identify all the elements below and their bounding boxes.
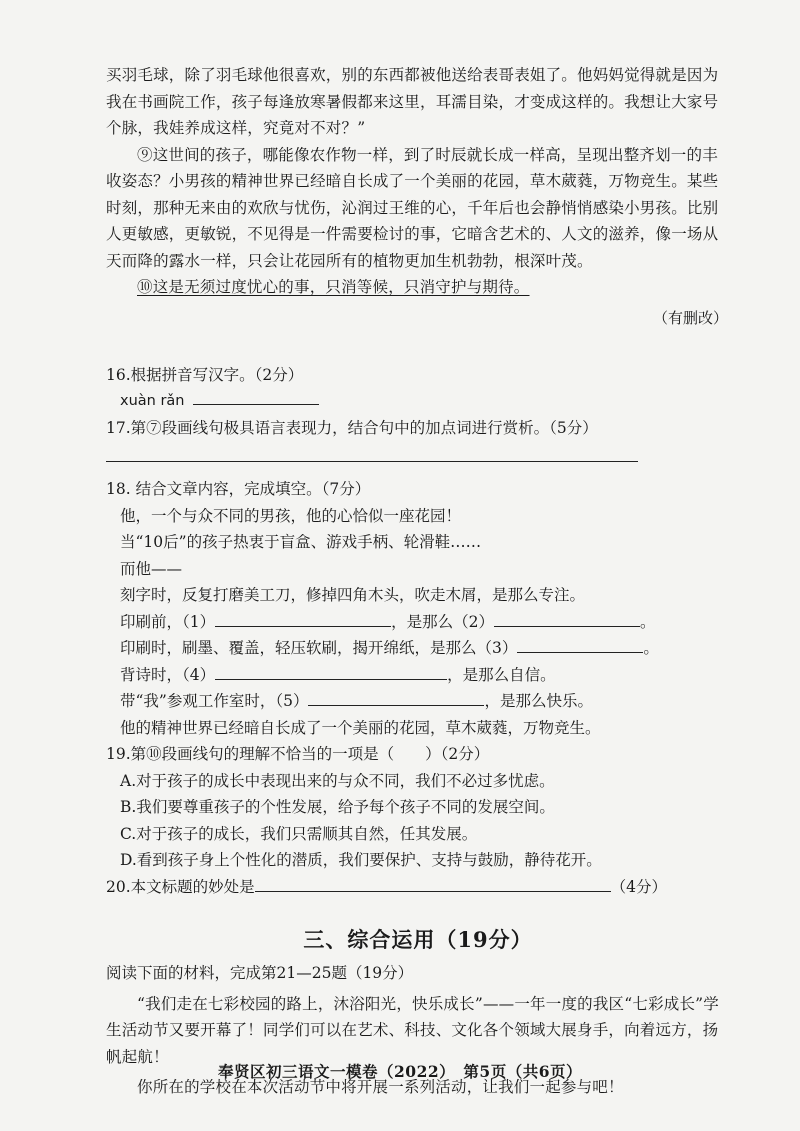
q18-line-7-part-b: ，是那么自信。	[447, 665, 556, 684]
question-16	[106, 362, 730, 415]
question-19-title: 19.第⑩段画线句的理解不恰当的一项是（ ）（2分）	[106, 745, 490, 763]
q18-line-9: 他的精神世界已经暗自长成了一个美丽的花园，草木葳蕤，万物竞生。	[120, 718, 601, 737]
section-3-intro: 阅读下面的材料，完成第21—25题（19分）	[106, 964, 414, 982]
question-18-title: 18. 结合文章内容，完成填空。（7分）	[106, 480, 371, 498]
section-3-paragraph-2: 你所在的学校在本次活动节中将开展一系列活动，让我们一起参与吧！	[137, 1078, 624, 1096]
q18-line-5-part-a: 印刷前，（1）	[120, 612, 216, 631]
pinyin-row	[106, 388, 730, 415]
q18-line-7-part-a: 背诗时，（4）	[120, 665, 216, 684]
answer-blank-18-4[interactable]	[215, 663, 447, 680]
q18-line-1: 他，一个与众不同的男孩，他的心恰似一座花园！	[120, 506, 462, 525]
option-b[interactable]: B.我们要尊重孩子的个性发展，给予每个孩子不同的发展空间。	[120, 798, 555, 816]
q18-line-8	[106, 688, 730, 715]
underlined-sentence: ⑩这是无须过度忧心的事，只消等候，只消守护与期待。	[137, 278, 530, 296]
passage-paragraph-10	[106, 274, 730, 301]
q18-line-6-part-a: 印刷时，刷墨、覆盖，轻压软刷，揭开绵纸，是那么（3）	[120, 639, 518, 657]
page-footer: 奉贤区初三语文一模卷（2022） 第5页（共6页）	[218, 1062, 582, 1081]
section-3-paragraph-1: “我们走在七彩校园的路上，沐浴阳光，快乐成长”——一年一度的我区“七彩成长”学生活动节又要开幕了！同学们可以在艺术、科技、文化各个领域大展身手，向着远方，扬帆起航！	[106, 994, 719, 1066]
question-18	[106, 476, 730, 741]
option-a[interactable]: A.对于孩子的成长中表现出来的与众不同，我们不必过多忧虑。	[120, 771, 555, 790]
question-17-title: 17.第⑦段画线句极具语言表现力，结合句中的加点词进行赏析。（5分）	[106, 418, 598, 437]
question-19	[106, 741, 730, 874]
edit-note: （有删改）	[652, 308, 728, 327]
answer-blank-18-5[interactable]	[308, 689, 484, 706]
question-16-title: 16.根据拼音写汉字。（2分）	[106, 365, 304, 384]
q18-line-5-part-c: 。	[640, 612, 656, 631]
q18-line-5-part-b: ，是那么（2）	[391, 612, 494, 631]
question-20	[106, 874, 730, 901]
q18-line-6-part-b: 。	[643, 639, 659, 657]
q18-line-5	[106, 609, 730, 636]
answer-blank-18-2[interactable]	[494, 610, 640, 627]
q18-line-7	[106, 662, 730, 689]
option-d[interactable]: D.看到孩子身上个性化的潜质，我们要保护、支持与鼓励，静待花开。	[120, 851, 602, 869]
passage-paragraph-9: ⑨这世间的孩子，哪能像农作物一样，到了时辰就长成一样高，呈现出整齐划一的丰收姿态？小男孩的精神世界已经暗自长成了一个美丽的花园，草木葳蕤，万物竞生。某些时刻，那种无来由的欢欣与忧伤，沁润过王维的心，千年后也会静悄悄感染小男孩。比别人更敏感，更敏锐，不见得是一件需要检讨的事，它暗含艺术的、人文的滋养，像一场从天而降的露水一样，只会让花园所有的植物更加生机勃勃，根深叶茂。	[106, 145, 719, 270]
answer-blank-18-1[interactable]	[215, 610, 391, 627]
q18-line-6	[106, 635, 730, 662]
question-20-line	[106, 874, 730, 901]
q18-line-8-part-b: ，是那么快乐。	[484, 692, 593, 710]
answer-blank-16[interactable]	[193, 388, 319, 405]
passage-paragraph-8-continued: 买羽毛球，除了羽毛球他很喜欢，别的东西都被他送给表哥表姐了。他妈妈觉得就是因为我在书画院工作，孩子每逢放寒暑假都来这里，耳濡目染，才变成这样的。我想让大家号个脉，我娃养成这样，究竟对不对？”	[106, 66, 719, 137]
q18-line-3: 而他——	[120, 559, 183, 578]
q18-line-4: 刻字时，反复打磨美工刀，修掉四角木头，吹走木屑，是那么专注。	[120, 586, 586, 604]
question-20-title: 20.本文标题的妙处是	[106, 877, 255, 896]
question-17	[106, 415, 730, 463]
q18-line-2: 当“10后”的孩子热衷于盲盒、游戏手柄、轮滑鞋……	[120, 533, 482, 551]
section-3-title: 三、综合运用（19分）	[303, 927, 533, 952]
answer-blank-20[interactable]	[255, 875, 611, 892]
question-20-score: （4分）	[610, 877, 668, 896]
q18-line-8-part-a: 带“我”参观工作室时，（5）	[120, 692, 309, 710]
option-c[interactable]: C.对于孩子的成长，我们只需顺其自然，任其发展。	[120, 824, 478, 843]
answer-line-17[interactable]	[106, 447, 638, 462]
pinyin-text: xuàn rǎn	[120, 393, 185, 409]
answer-blank-18-3[interactable]	[517, 636, 643, 653]
